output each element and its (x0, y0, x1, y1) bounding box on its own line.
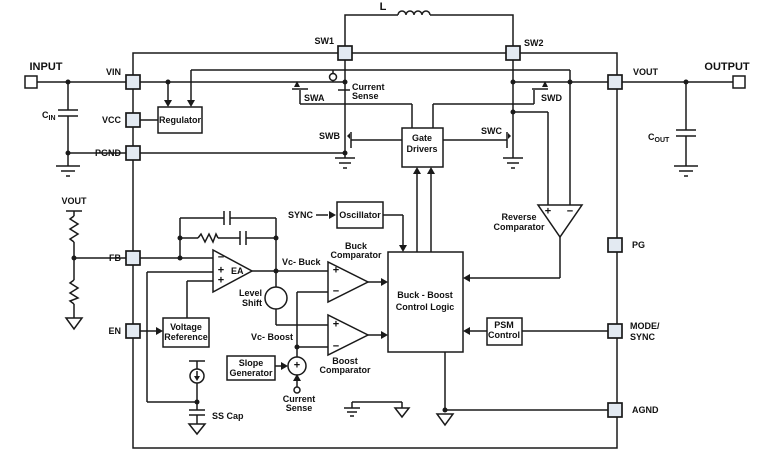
mode-sync-label-1: MODE/ (630, 321, 660, 331)
vin-pin (126, 75, 140, 89)
control-logic-label-2: Control Logic (395, 302, 455, 312)
input-label: INPUT (29, 61, 63, 73)
ea-plus-sign: + (217, 264, 225, 277)
cin-label: $C_{IN}$ (42, 110, 56, 122)
control-logic-label-1: Buck - Boost (397, 290, 453, 300)
vcc-label: VCC (101, 115, 121, 125)
swb-label: SWB (319, 131, 340, 141)
swa-label: SWA (304, 93, 325, 103)
en-pin (126, 324, 140, 338)
slope-label-2: Generator (229, 368, 273, 378)
output-terminal (733, 76, 745, 88)
inductor-branch (345, 11, 513, 46)
sw2-label: SW2 (524, 38, 544, 48)
vc-buck-label: Vc- Buck (282, 257, 321, 267)
ea-plus2-sign: + (217, 274, 225, 287)
sum-plus-sign: + (293, 359, 301, 372)
current-sense-tap-icon (330, 74, 337, 81)
feedback-divider (66, 211, 126, 329)
buck-comparator-label-1: Buck (344, 241, 368, 251)
cin-capacitor-icon (58, 110, 78, 116)
swd-label: SWD (541, 93, 562, 103)
mode-sync-pin (608, 324, 622, 338)
swc-label: SWC (481, 126, 502, 136)
input-network (37, 82, 126, 176)
slope-label-1: Slope (238, 358, 264, 368)
boost-minus-sign: − (332, 340, 340, 353)
ea-label: EA (231, 266, 244, 276)
vout-pin-label: VOUT (633, 67, 659, 77)
reverse-comparator-label-1: Reverse (501, 212, 537, 222)
cout-capacitor-icon (676, 130, 696, 136)
gate-drivers-label-2: Drivers (406, 144, 438, 154)
fb-label: FB (109, 253, 121, 263)
mode-sync-label-2: SYNC (630, 332, 656, 342)
sw1-label: SW1 (314, 36, 334, 46)
vref-label-2: Reference (164, 332, 208, 342)
pg-pin (608, 238, 622, 252)
oscillator-label: Oscillator (339, 210, 381, 220)
level-shift-label-1: Level (238, 288, 262, 298)
level-shift-circle (265, 287, 287, 309)
agnd-label: AGND (632, 405, 659, 415)
vref-label-1: Voltage (170, 322, 202, 332)
reverse-plus-sign: + (544, 205, 552, 218)
buck-comparator-label-2: Comparator (330, 250, 382, 260)
pg-label: PG (632, 240, 646, 250)
vout-pin (608, 75, 622, 89)
level-shift-label-2: Shift (242, 298, 262, 308)
boost-comparator-label-1: Boost (332, 356, 358, 366)
reverse-comparator-label-2: Comparator (493, 222, 545, 232)
ground-arrow-icon (66, 318, 82, 329)
inductor-label: L (379, 1, 387, 13)
en-label: EN (108, 326, 121, 336)
sw1-pin (338, 46, 352, 60)
agnd-pin (608, 403, 622, 417)
current-sense-bottom-label-1: Current (282, 394, 316, 404)
current-sense-tap-icon (294, 387, 300, 393)
sw2-pin (506, 46, 520, 60)
vc-boost-label: Vc- Boost (250, 332, 293, 342)
input-terminal (25, 76, 37, 88)
ea-minus-sign: − (217, 251, 225, 264)
current-sense-bottom-label-2: Sense (285, 403, 313, 413)
buck-minus-sign: − (332, 285, 340, 298)
psm-label-2: Control (488, 330, 520, 340)
divider-vout-label: VOUT (61, 196, 87, 206)
fb-pin (126, 251, 140, 265)
vcc-pin (126, 113, 140, 127)
output-label: OUTPUT (704, 61, 750, 73)
resistor-icon (70, 280, 78, 304)
boost-comparator-label-2: Comparator (319, 365, 371, 375)
ss-cap-label: SS Cap (212, 411, 244, 421)
boost-plus-sign: + (332, 318, 340, 331)
vin-label: VIN (105, 67, 121, 77)
reverse-minus-sign: − (566, 205, 574, 218)
inductor-coil-icon (398, 11, 430, 15)
resistor-icon (70, 216, 78, 242)
pgnd-label: PGND (94, 148, 121, 158)
pgnd-pin (126, 146, 140, 160)
ground-icon (56, 166, 80, 176)
gate-drivers-label-1: Gate (411, 133, 433, 143)
current-sense-top-label-2: Sense (352, 91, 379, 101)
buck-plus-sign: + (332, 264, 340, 277)
sync-signal-label: SYNC (287, 210, 313, 220)
ground-icon (674, 166, 698, 176)
cout-label: $C_{OUT}$ (648, 132, 670, 144)
psm-label-1: PSM (494, 320, 514, 330)
regulator-label: Regulator (158, 115, 202, 125)
current-sense-top-label-1: Current (352, 82, 385, 92)
output-network (622, 82, 733, 176)
